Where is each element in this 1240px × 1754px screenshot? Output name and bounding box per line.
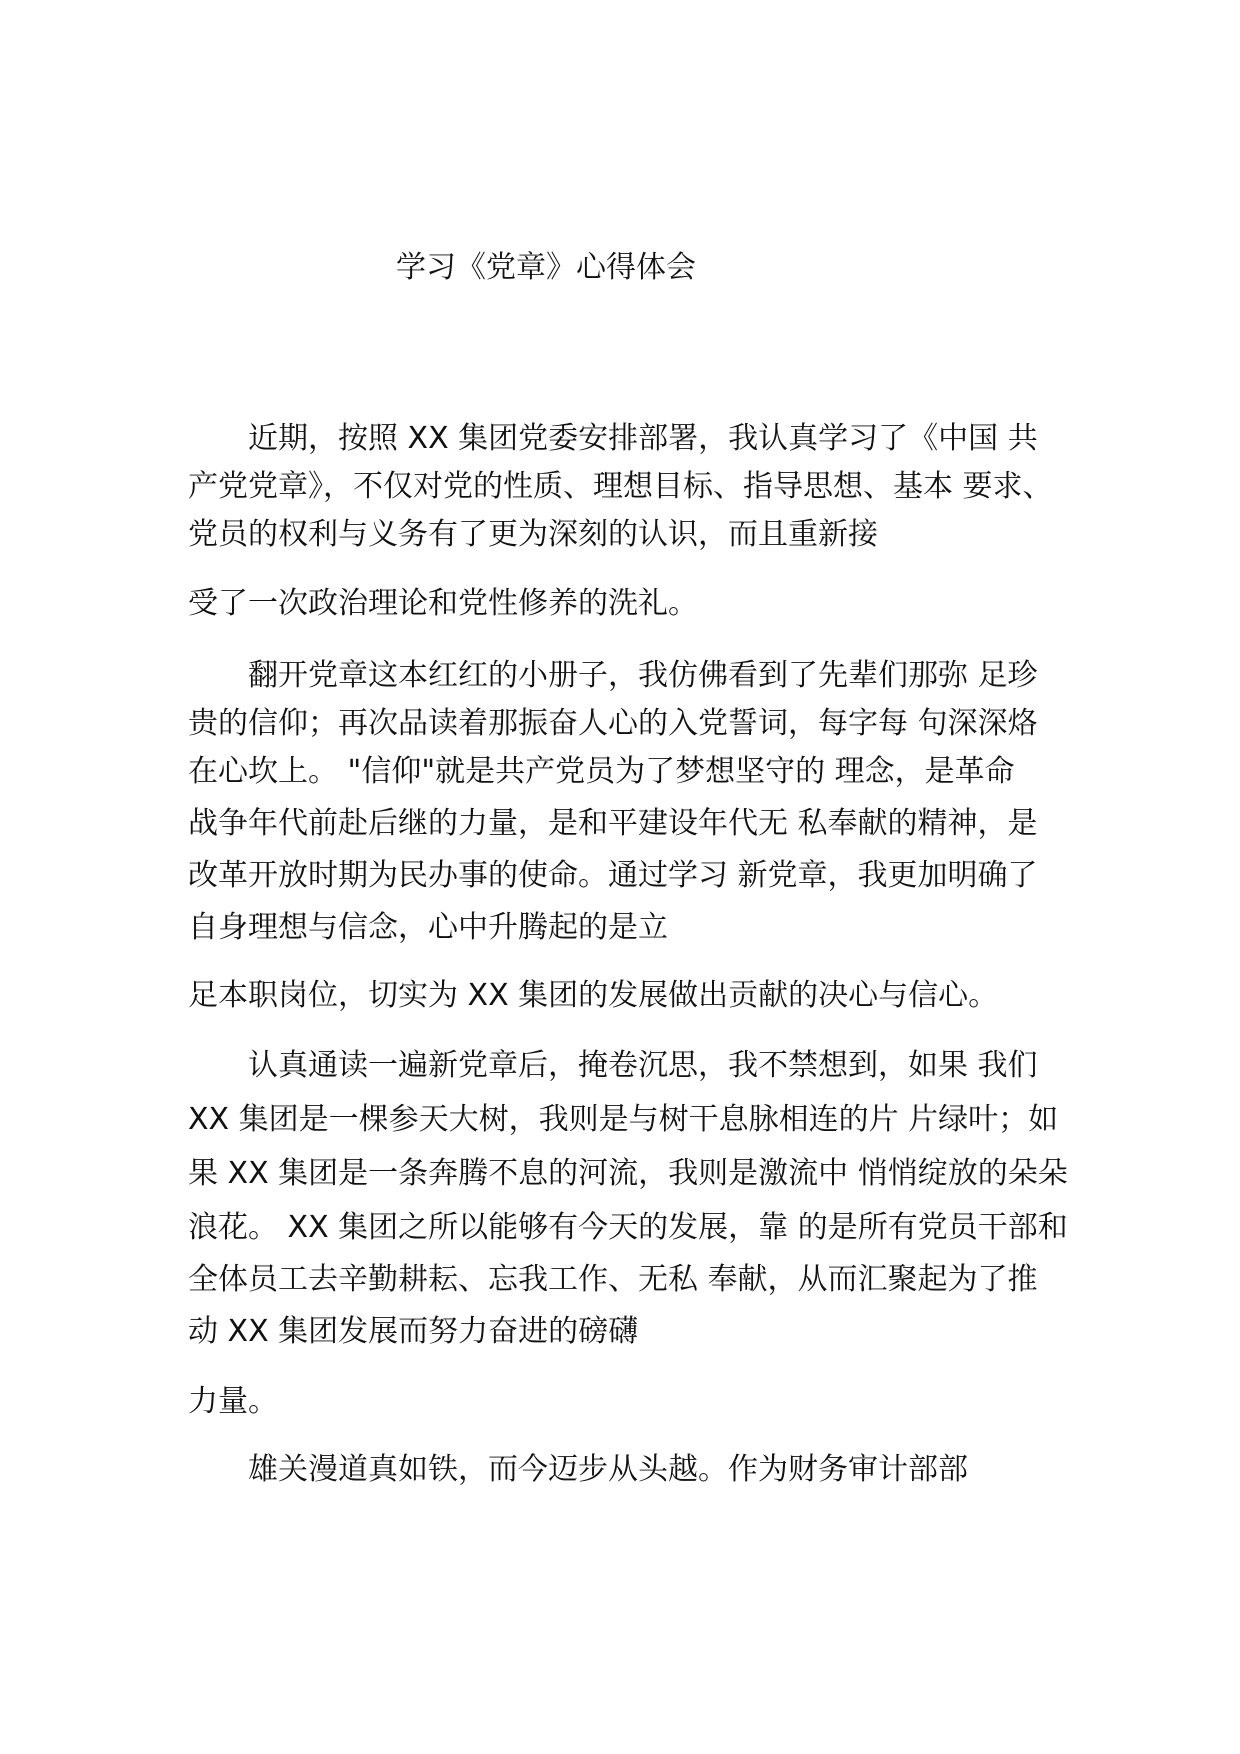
body-line: 力量。 <box>188 1384 278 1419</box>
body-line: XX 集团是一棵参天大树，我则是与树干息脉相连的片 片绿叶；如 <box>188 1102 1059 1137</box>
body-line: 翻开党章这本红红的小册子，我仿佛看到了先辈们那弥 足珍 <box>188 658 1038 693</box>
body-line: 战争年代前赴后继的力量，是和平建设年代无 私奉献的精神，是 <box>188 806 1038 841</box>
body-line: 动 XX 集团发展而努力奋进的磅礴 <box>188 1314 639 1349</box>
body-line: 全体员工去辛勤耕耘、忘我工作、无私 奉献，从而汇聚起为了推 <box>188 1262 1038 1297</box>
body-line: 浪花。 XX 集团之所以能够有今天的发展，靠 的是所有党员干部和 <box>188 1210 1068 1245</box>
body-line: 改革开放时期为民办事的使命。通过学习 新党章，我更加明确了 <box>188 858 1038 893</box>
body-line: 果 XX 集团是一条奔腾不息的河流，我则是激流中 悄悄绽放的朵朵 <box>188 1156 1068 1191</box>
body-line: 近期，按照 XX 集团党委安排部署，我认真学习了《中国 共 <box>188 421 1038 456</box>
body-line: 产党党章》，不仅对党的性质、理想目标、指导思想、基本 要求、 <box>188 469 1053 504</box>
body-line: 党员的权利与义务有了更为深刻的认识，而且重新接 <box>188 517 878 552</box>
body-line: 认真通读一遍新党章后，掩卷沉思，我不禁想到，如果 我们 <box>188 1048 1038 1083</box>
body-line: 足本职岗位，切实为 XX 集团的发展做出贡献的决心与信心。 <box>188 978 999 1013</box>
document-title: 学习《党章》心得体会 <box>396 250 696 285</box>
body-line: 受了一次政治理论和党性修养的洗礼。 <box>188 586 698 621</box>
body-line: 雄关漫道真如铁，而今迈步从头越。作为财务审计部部 <box>188 1452 968 1487</box>
body-line: 贵的信仰；再次品读着那振奋人心的入党誓词，每字每 句深深烙 <box>188 706 1038 741</box>
body-line: 在心坎上。 "信仰"就是共产党员为了梦想坚守的 理念，是革命 <box>188 754 1015 789</box>
body-line: 自身理想与信念，心中升腾起的是立 <box>188 910 668 945</box>
